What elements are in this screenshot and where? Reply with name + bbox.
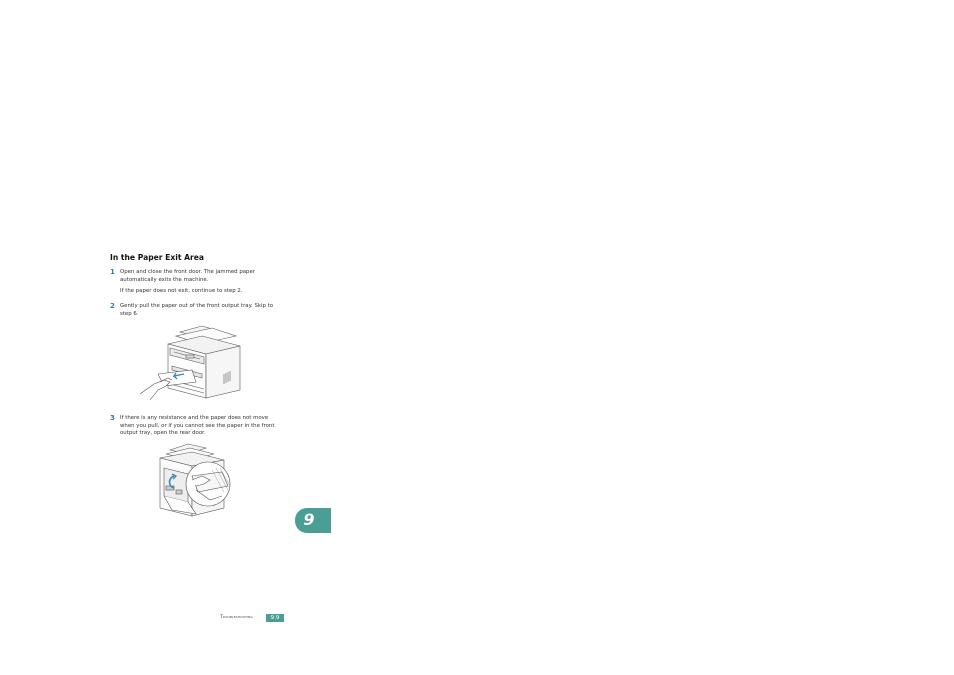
step-3-text	[120, 415, 282, 438]
step-3-number: 3	[110, 414, 115, 422]
step-1-line-2: automatically exits the machine.	[120, 276, 209, 283]
step-1-line-1: Open and close the front door. The jammed paper	[120, 269, 256, 275]
step-3-line-3: output tray, open the rear door.	[120, 430, 206, 437]
section-title: In the Paper Exit Area	[110, 253, 205, 262]
page-number: 9.9	[270, 615, 280, 621]
step-3-line-2: when you pull, or if you cannot see the paper in the front	[120, 422, 275, 429]
step-3-line-1: If there is any resistance and the paper does not move	[120, 415, 269, 421]
chapter-tab	[295, 508, 331, 533]
step-1-note: If the paper does not exit, continue to step 2.	[120, 288, 243, 294]
step-2-number: 2	[110, 302, 115, 310]
step-2-line-1: Gently pull the paper out of the front output tray. Skip to	[120, 303, 274, 309]
step-1-number: 1	[110, 268, 115, 276]
page-number-box	[266, 614, 284, 622]
chapter-number: 9	[303, 510, 315, 529]
step-2-text	[120, 303, 282, 318]
step-1-text	[120, 269, 282, 284]
front-output-tray-illustration	[140, 322, 246, 408]
step-2-line-2: step 6.	[120, 310, 139, 317]
footer-label: Troubleshooting	[220, 615, 253, 620]
rear-door-illustration	[152, 442, 236, 520]
